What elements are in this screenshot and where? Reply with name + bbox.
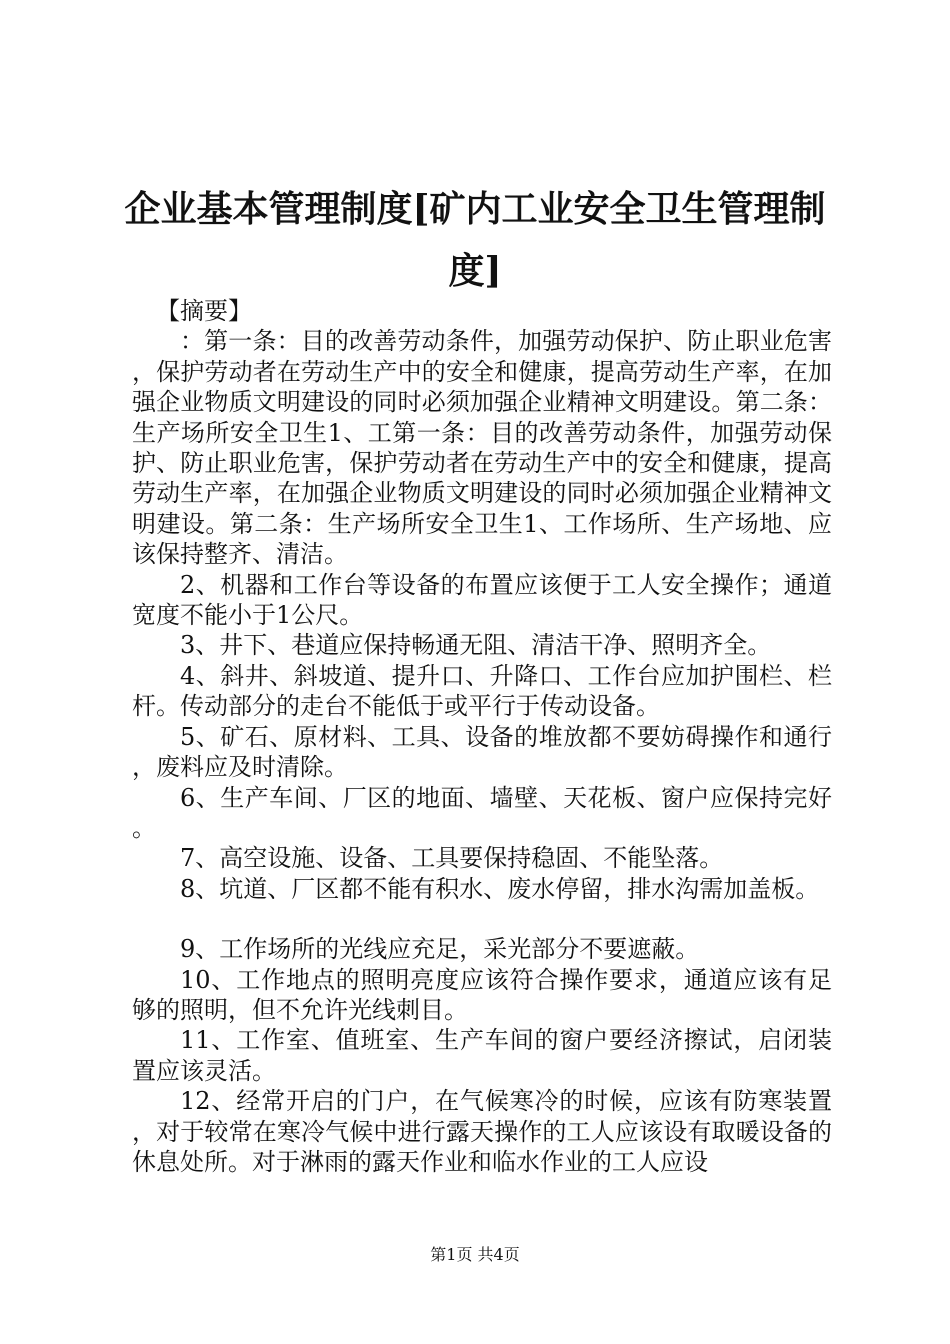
- paragraph-item-4: 4、斜井、斜坡道、提升口、升降口、工作台应加护围栏、栏杆。传动部分的走台不能低于或平行于传动设备。: [132, 661, 832, 721]
- paragraph-item-9: 9、工作场所的光线应充足，采光部分不要遮蔽。: [180, 935, 700, 964]
- paragraph-item-7: 7、高空设施、设备、工具要保持稳固、不能坠落。: [180, 844, 724, 873]
- paragraph-item-12: 12、经常开启的门户，在气候寒冷的时候，应该有防寒装置，对于较常在寒冷气候中进行露天操作的工人应该设有取暖设备的休息处所。对于淋雨的露天作业和临水作业的工人应设: [132, 1087, 832, 1176]
- abstract-label: 【摘要】: [156, 297, 252, 325]
- document-body: [132, 296, 832, 1177]
- document-title: 企业基本管理制度[矿内工业安全卫生管理制度]: [124, 188, 826, 292]
- paragraph-item-11: 11、工作室、值班室、生产车间的窗户要经济擦试，启闭装置应该灵活。: [132, 1026, 832, 1085]
- paragraph-item-10: 10、工作地点的照明亮度应该符合操作要求，通道应该有足够的照明，但不允许光线刺目。: [132, 965, 832, 1024]
- paragraph-item-8: 8、坑道、厂区都不能有积水、废水停留，排水沟需加盖板。: [180, 874, 820, 903]
- paragraph-item-5: 5、矿石、原材料、工具、设备的堆放都不要妨碍操作和通行，废料应及时清除。: [132, 722, 832, 782]
- paragraph-item-2: 2、机器和工作台等设备的布置应该便于工人安全操作；通道宽度不能小于1公尺。: [132, 570, 832, 630]
- paragraph-abstract-text: ：第一条：目的改善劳动条件，加强劳动保护、防止职业危害，保护劳动者在劳动生产中的安全和健康，提高劳动生产率，在加强企业物质文明建设的同时必须加强企业精神文明建设。第二条：生产场所安全卫生1、工第一条：目的改善劳动条件，加强劳动保护、防止职业危害，保护劳动者在劳动生产中的安全和健康，提高劳动生产率，在加强企业物质文明建设的同时必须加强企业精神文明建设。第二条：生产场所安全卫生1、工作场所、生产场地、应该保持整齐、清洁。: [132, 327, 832, 569]
- page-footer: 第1页 共4页: [430, 1245, 520, 1264]
- paragraph-spacer: [132, 904, 832, 934]
- paragraph-item-6: 6、生产车间、厂区的地面、墙壁、天花板、窗户应保持完好。: [132, 783, 832, 842]
- paragraph-item-3: 3、井下、巷道应保持畅通无阻、清洁干净、照明齐全。: [180, 631, 772, 660]
